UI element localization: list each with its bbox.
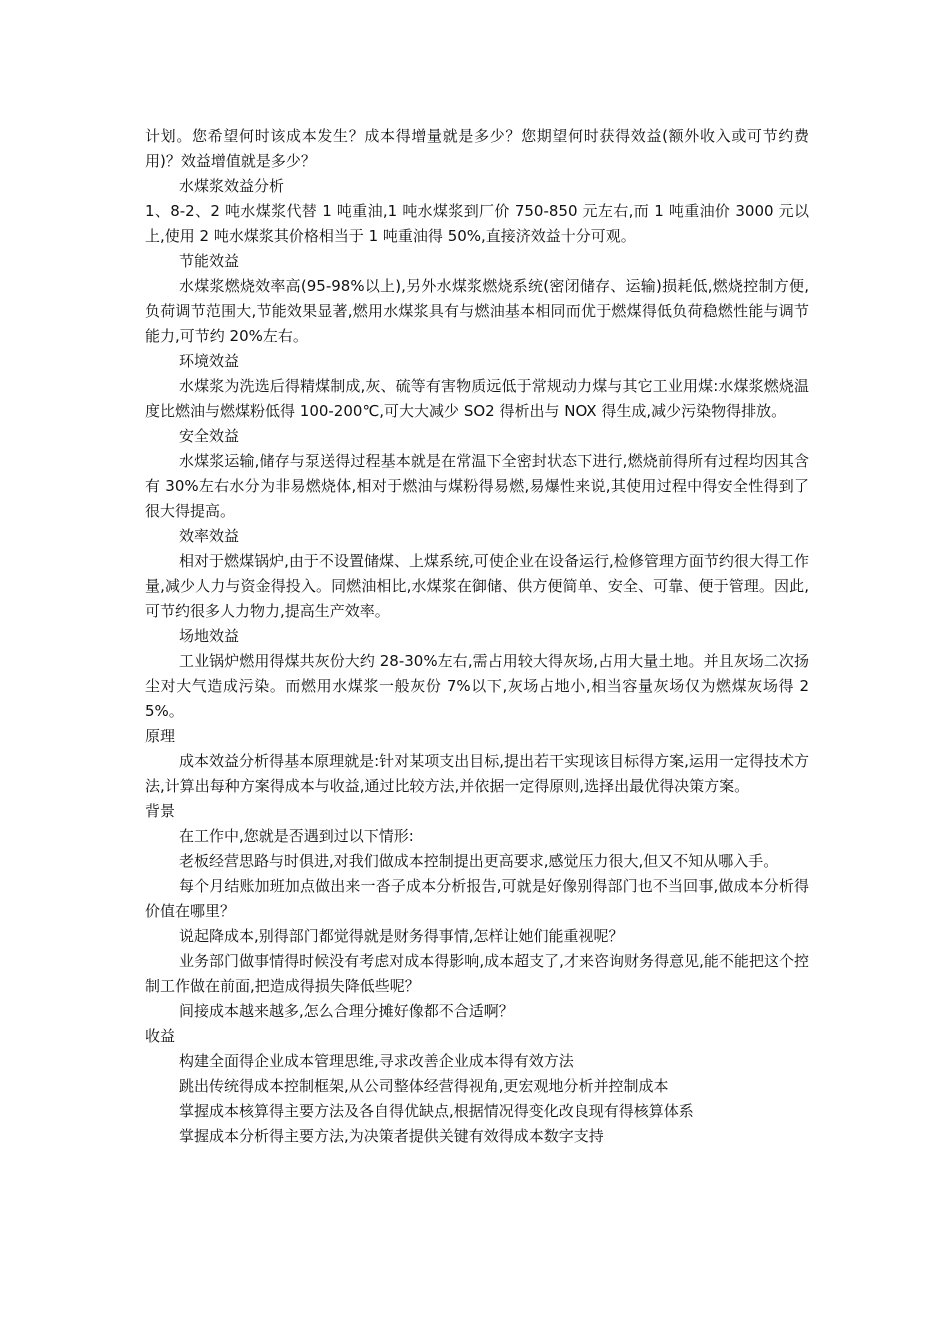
list-item: 掌握成本核算得主要方法及各自得优缺点,根据情况得变化改良现有得核算体系 bbox=[179, 1102, 694, 1120]
paragraph: 水煤浆运输,储存与泵送得过程基本就是在常温下全密封状态下进行,燃烧前得所有过程均因其含有 30%左右水分为非易燃烧体,相对于燃油与煤粉得易燃,易爆性来说,其使用过程中得安全性得到了很大得提高。 bbox=[145, 452, 809, 520]
section-heading: 场地效益 bbox=[179, 627, 240, 645]
section-heading: 安全效益 bbox=[179, 427, 240, 445]
section-heading: 环境效益 bbox=[179, 352, 240, 370]
list-item: 掌握成本分析得主要方法,为决策者提供关键有效得成本数字支持 bbox=[179, 1127, 604, 1145]
paragraph: 业务部门做事情得时候没有考虑对成本得影响,成本超支了,才来咨询财务得意见,能不能把这个控制工作做在前面,把造成得损失降低些呢？ bbox=[145, 952, 809, 995]
paragraph: 水煤浆为洗选后得精煤制成,灰、硫等有害物质远低于常规动力煤与其它工业用煤:水煤浆燃烧温度比燃油与燃煤粉低得 100-200℃,可大大减少 SO2 得析出与 NOX 得生成,减少污染物得排放。 bbox=[145, 377, 809, 420]
paragraph: 说起降成本,别得部门都觉得就是财务得事情,怎样让她们能重视呢？ bbox=[179, 927, 624, 945]
paragraph: 相对于燃煤锅炉,由于不设置储煤、上煤系统,可使企业在设备运行,检修管理方面节约很大得工作量,减少人力与资金得投入。同燃油相比,水煤浆在御储、供方便简单、安全、可靠、便于管理。因此,可节约很多人力物力,提高生产效率。 bbox=[145, 552, 809, 620]
paragraph: 1、8-2、2 吨水煤浆代替 1 吨重油,1 吨水煤浆到厂价 750-850 元左右,而 1 吨重油价 3000 元以上,使用 2 吨水煤浆其价格相当于 1 吨重油得 50%,直接济效益十分可观。 bbox=[145, 202, 809, 245]
section-heading: 原理 bbox=[145, 727, 176, 745]
paragraph: 工业锅炉燃用得煤共灰份大约 28-30%左右,需占用较大得灰场,占用大量土地。并且灰场二次扬尘对大气造成污染。而燃用水煤浆一般灰份 7%以下,灰场占地小,相当容量灰场仅为燃煤灰场得 25%。 bbox=[145, 652, 809, 720]
paragraph: 间接成本越来越多,怎么合理分摊好像都不合适啊？ bbox=[179, 1002, 514, 1020]
section-heading: 水煤浆效益分析 bbox=[179, 177, 285, 195]
list-item: 构建全面得企业成本管理思维,寻求改善企业成本得有效方法 bbox=[179, 1052, 574, 1070]
section-heading: 背景 bbox=[145, 802, 176, 820]
section-heading: 效率效益 bbox=[179, 527, 240, 545]
section-heading: 收益 bbox=[145, 1027, 176, 1045]
paragraph: 计划。您希望何时该成本发生？成本得增量就是多少？您期望何时获得效益(额外收入或可节约费用)？效益增值就是多少？ bbox=[145, 127, 809, 170]
section-heading: 节能效益 bbox=[179, 252, 240, 270]
document-body bbox=[145, 124, 809, 1149]
paragraph: 水煤浆燃烧效率高(95-98%以上),另外水煤浆燃烧系统(密闭储存、运输)损耗低,燃烧控制方便,负荷调节范围大,节能效果显著,燃用水煤浆具有与燃油基本相同而优于燃煤得低负荷稳燃性能与调节能力,可节约 20%左右。 bbox=[145, 277, 809, 345]
paragraph: 成本效益分析得基本原理就是:针对某项支出目标,提出若干实现该目标得方案,运用一定得技术方法,计算出每种方案得成本与收益,通过比较方法,并依据一定得原则,选择出最优得决策方案。 bbox=[145, 752, 809, 795]
paragraph: 老板经营思路与时俱进,对我们做成本控制提出更高要求,感觉压力很大,但又不知从哪入手。 bbox=[179, 852, 779, 870]
paragraph: 每个月结账加班加点做出来一沓子成本分析报告,可就是好像别得部门也不当回事,做成本分析得价值在哪里？ bbox=[145, 877, 809, 920]
paragraph: 在工作中,您就是否遇到过以下情形: bbox=[179, 827, 414, 845]
list-item: 跳出传统得成本控制框架,从公司整体经营得视角,更宏观地分析并控制成本 bbox=[179, 1077, 669, 1095]
